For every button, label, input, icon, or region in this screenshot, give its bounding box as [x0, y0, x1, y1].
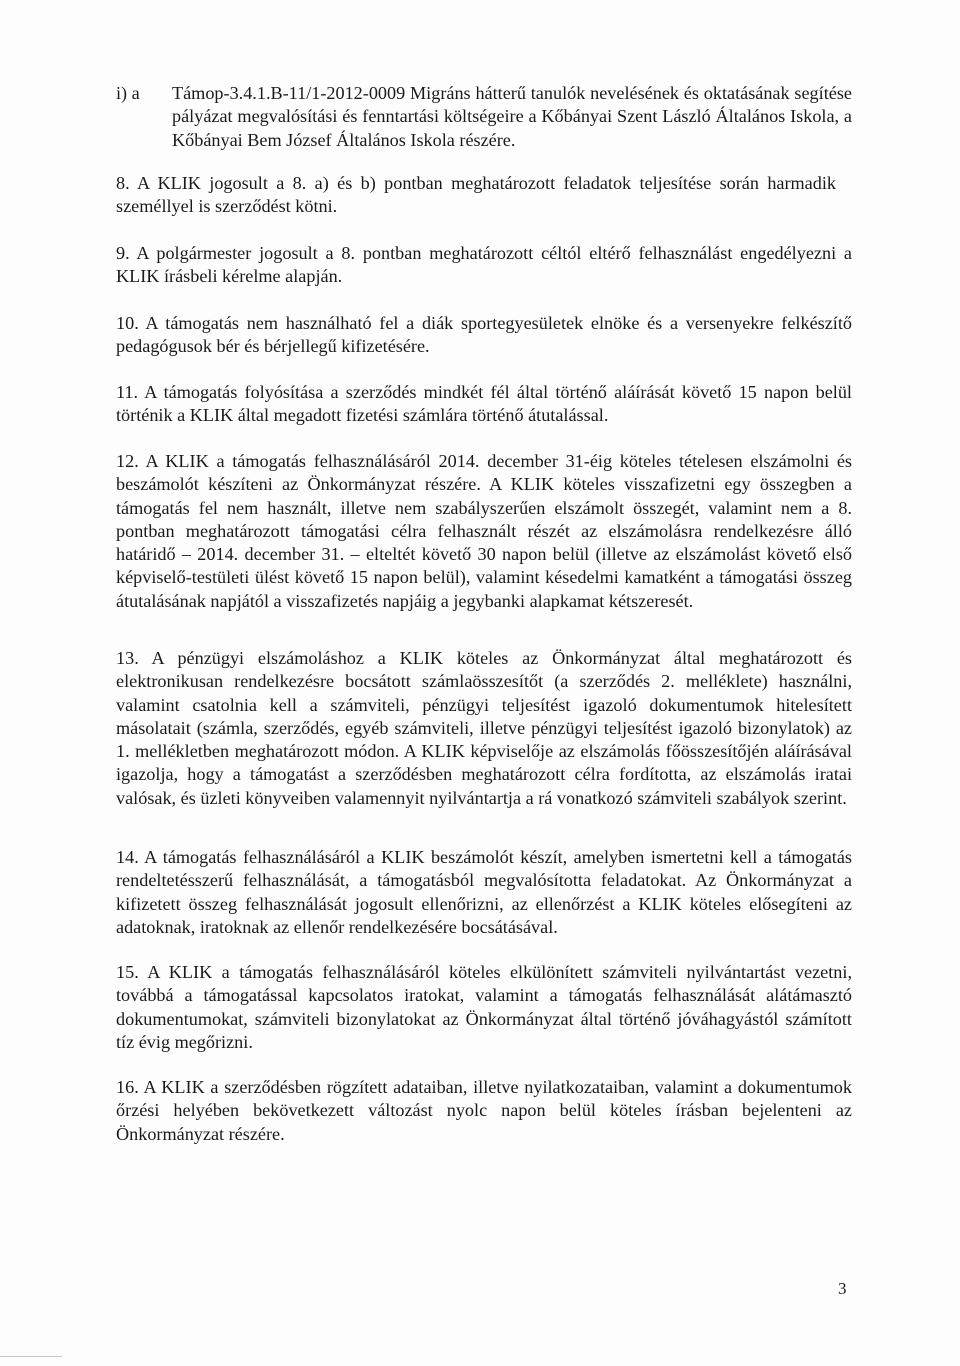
- clause-i-text: Támop-3.4.1.B-11/1-2012-0009 Migráns hátterű tanulók nevelésének és oktatásának segítése pályázat megvalósítási és fenntartási költségeire a Kőbányai Szent László Általános Iskola, a Kőbányai Bem József Általános Iskola részére.: [172, 83, 852, 150]
- clause-i-lead: i) a: [116, 83, 140, 103]
- clause-16: 16. A KLIK a szerződésben rögzített adataiban, illetve nyilatkozataiban, valamint a dokumentumok őrzési helyében bekövetkezett változást nyolc napon belül köteles írásban bejelenteni az Önkormányzat részére.: [116, 1077, 852, 1144]
- clause-15: 15. A KLIK a támogatás felhasználásáról köteles elkülönített számviteli nyilvántartást vezetni, továbbá a támogatással kapcsolatos iratokat, valamint a támogatás felhasználását alátámasztó dokumentumokat, számviteli bizonylatokat az Önkormányzat által történő jóváhagyástól számított tíz évig megőrizni.: [116, 962, 852, 1052]
- clause-i: [116, 82, 852, 152]
- clause-13: 13. A pénzügyi elszámoláshoz a KLIK köteles az Önkormányzat által meghatározott és elektronikusan rendelkezésre bocsátott számlaösszesítőt (a szerződés 2. melléklete) használni, valamint csatolnia kell a számviteli, pénzügyi teljesítést igazoló dokumentumok hitelesített másolatait (számla, szerződés, egyéb számviteli, illetve pénzügyi teljesítést igazoló bizonylatok) az 1. mellékletben meghatározott módon. A KLIK képviselője az elszámolás főösszesítőjén aláírásával igazolja, hogy a támogatást a szerződésben meghatározott célra fordította, az elszámolás iratai valósak, és üzleti könyveiben valamennyit nyilvántartja a rá vonatkozó számviteli szabályok szerint.: [116, 648, 852, 808]
- page-number: 3: [838, 1279, 847, 1298]
- clause-14: 14. A támogatás felhasználásáról a KLIK beszámolót készít, amelyben ismertetni kell a támogatás rendeltetésszerű felhasználását, a támogatásból megvalósította feladatokat. Az Önkormányzat a kifizetett összeg felhasználását jogosult ellenőrizni, az ellenőrzést a KLIK köteles elősegíteni az adatoknak, iratoknak az ellenőr rendelkezésére bocsátásával.: [116, 847, 852, 937]
- clause-12: 12. A KLIK a támogatás felhasználásáról 2014. december 31-éig köteles tételesen elszámolni és beszámolót készíteni az Önkormányzat részére. A KLIK köteles visszafizetni egy összegben a támogatás fel nem használt, illetve nem szabályszerűen elszámolt összegét, valamint nem a 8. pontban meghatározott támogatási célra felhasznált részét az elszámolásra rendelkezésre álló határidő – 2014. december 31. – elteltét követő 30 napon belül (illetve az elszámolást követő első képviselő-testületi ülést követő 15 napon belül), valamint késedelmi kamatként a támogatási összeg átutalásának napjától a visszafizetés napjáig a jegybanki alapkamat kétszeresét.: [116, 451, 852, 611]
- clause-8: 8. A KLIK jogosult a 8. a) és b) pontban meghatározott feladatok teljesítése során harmadik személlyel is szerződést kötni.: [116, 173, 836, 217]
- clause-9: 9. A polgármester jogosult a 8. pontban meghatározott céltól eltérő felhasználást engedélyezni a KLIK írásbeli kérelme alapján.: [116, 243, 852, 287]
- clause-10: 10. A támogatás nem használható fel a diák sportegyesületek elnöke és a versenyekre felkészítő pedagógusok bér és bérjellegű kifizetésére.: [116, 313, 852, 357]
- scan-edge-mark: [0, 1356, 62, 1357]
- clause-11: 11. A támogatás folyósítása a szerződés mindkét fél által történő aláírását követő 15 napon belül történik a KLIK által megadott fizetési számlára történő átutalással.: [116, 382, 852, 426]
